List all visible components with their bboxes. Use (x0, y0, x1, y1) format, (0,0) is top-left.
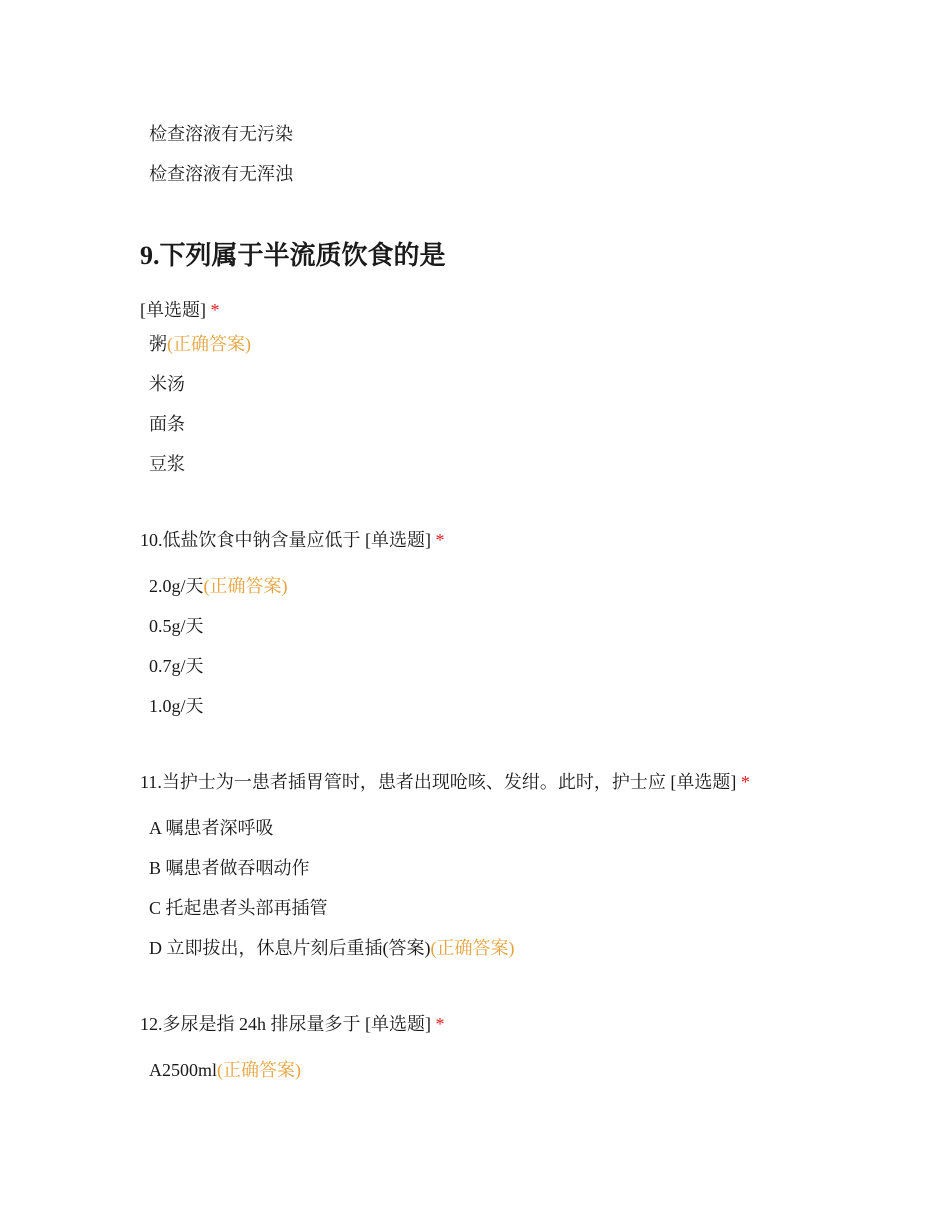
correct-answer-tag: (正确答案) (430, 938, 515, 958)
q10-title (140, 529, 445, 551)
q8-option (149, 163, 293, 185)
option-text: 0.7g/天 (149, 656, 204, 676)
option-text: 检查溶液有无浑浊 (149, 164, 293, 184)
q12-title (140, 1013, 445, 1035)
required-mark: * (740, 772, 750, 792)
q9-option (149, 333, 251, 355)
option-text: 面条 (149, 414, 185, 434)
option-text: C 托起患者头部再插管 (149, 898, 328, 918)
option-text: D 立即拔出，休息片刻后重插(答案) (149, 938, 431, 958)
question-text: 12.多尿是指 24h 排尿量多于 [单选题] (140, 1014, 431, 1034)
correct-answer-tag: (正确答案) (203, 576, 288, 596)
option-text: 2.0g/天 (149, 576, 204, 596)
question-text: 11.当护士为一患者插胃管时，患者出现呛咳、发绀。此时，护士应 [单选题] (140, 772, 737, 792)
q10-option (149, 615, 204, 637)
q9-title (140, 240, 446, 272)
option-text: 0.5g/天 (149, 616, 204, 636)
question-text: 下列属于半流质饮食的是 (159, 241, 446, 271)
q10-option (149, 695, 204, 717)
q9-option (149, 373, 185, 395)
correct-answer-tag: (正确答案) (217, 1060, 302, 1080)
correct-answer-tag: (正确答案) (167, 334, 251, 354)
option-text: 检查溶液有无污染 (149, 124, 293, 144)
required-mark: * (210, 300, 220, 320)
q9-option (149, 453, 185, 475)
q9-type (140, 299, 220, 321)
q11-title (140, 771, 750, 793)
option-text: B 嘱患者做吞咽动作 (149, 858, 310, 878)
question-number: 9. (140, 241, 160, 270)
option-text: 豆浆 (149, 454, 185, 474)
required-mark: * (435, 1014, 445, 1034)
question-type: [单选题] (140, 300, 206, 320)
q9-option (149, 413, 185, 435)
option-text: 粥 (149, 334, 167, 354)
q12-option (149, 1059, 301, 1081)
q10-option (149, 575, 288, 597)
q11-option (149, 897, 328, 919)
q11-option (149, 817, 274, 839)
q11-option (149, 937, 515, 959)
q8-option (149, 123, 293, 145)
required-mark: * (435, 530, 445, 550)
q11-option (149, 857, 310, 879)
q10-option (149, 655, 204, 677)
option-text: A 嘱患者深呼吸 (149, 818, 274, 838)
option-text: 米汤 (149, 374, 185, 394)
option-text: 1.0g/天 (149, 696, 204, 716)
question-text: 10.低盐饮食中钠含量应低于 [单选题] (140, 530, 431, 550)
option-text: A2500ml (149, 1060, 218, 1080)
